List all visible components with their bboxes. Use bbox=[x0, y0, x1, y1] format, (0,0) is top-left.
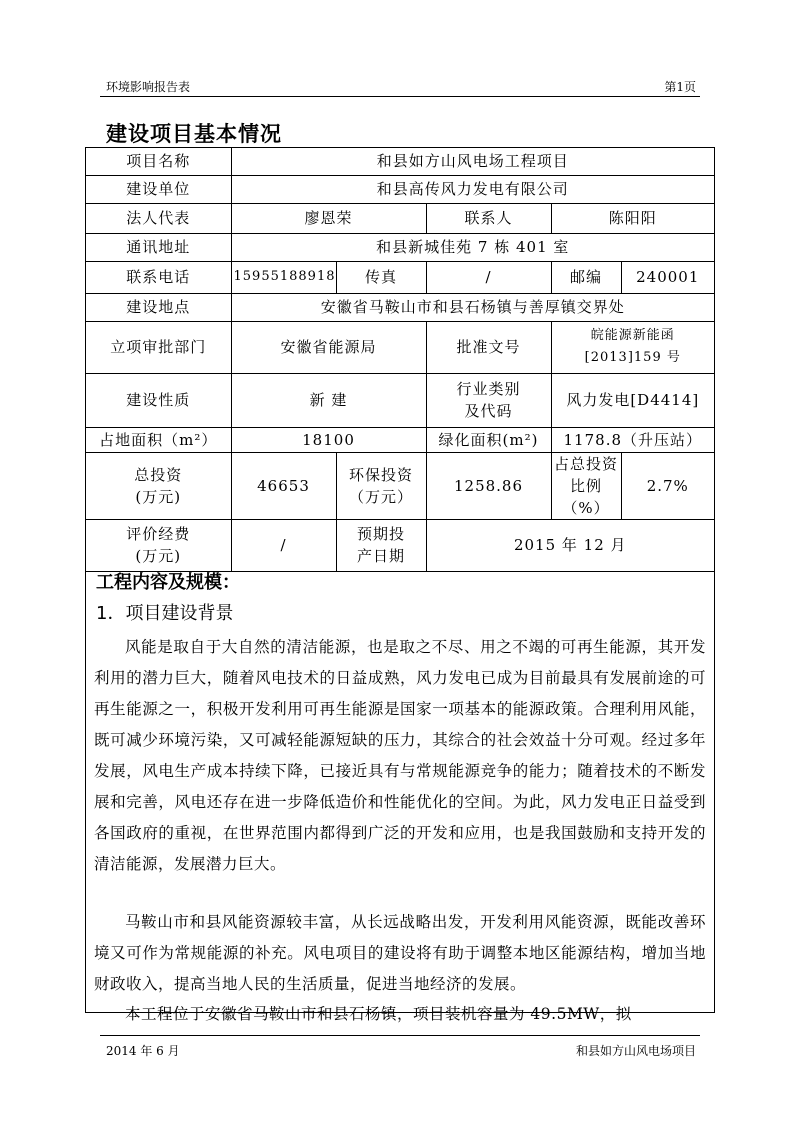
header-page-number: 第1页 bbox=[664, 80, 696, 94]
page-header bbox=[100, 76, 700, 97]
table-row bbox=[86, 321, 714, 373]
industry-label bbox=[426, 373, 551, 427]
ratio-label-line2: 比例（%） bbox=[562, 476, 610, 517]
content-frame bbox=[85, 147, 715, 1023]
approval-no-line2: [2013]159 号 bbox=[584, 350, 681, 365]
paragraph: 本工程位于安徽省马鞍山市和县石杨镇，项目装机容量为 49.5MW，拟 bbox=[125, 1005, 632, 1023]
table-row bbox=[86, 373, 714, 427]
land-area-value: 18100 bbox=[231, 427, 426, 452]
total-invest-label-line1: 总投资 bbox=[134, 465, 183, 484]
env-invest-label-line1: 环保投资 bbox=[348, 465, 413, 484]
table-row bbox=[86, 148, 714, 175]
page-footer bbox=[100, 1035, 700, 1058]
green-area-value: 1178.8（升压站） bbox=[551, 427, 714, 452]
approval-dept-value: 安徽省能源局 bbox=[231, 321, 426, 373]
project-name-value: 和县如方山风电场工程项目 bbox=[231, 148, 714, 175]
contact-label: 联系人 bbox=[426, 203, 551, 233]
site-label: 建设地点 bbox=[86, 293, 231, 321]
site-value: 安徽省马鞍山市和县石杨镇与善厚镇交界处 bbox=[231, 293, 714, 321]
land-area-label: 占地面积（m²） bbox=[86, 427, 231, 452]
total-invest-value: 46653 bbox=[231, 452, 336, 519]
industry-label-line1: 行业类别 bbox=[456, 380, 521, 398]
approval-no-label: 批准文号 bbox=[426, 321, 551, 373]
postcode-label: 邮编 bbox=[551, 261, 621, 293]
total-invest-label-line2: (万元) bbox=[135, 487, 182, 506]
industry-label-line2: 及代码 bbox=[464, 402, 513, 420]
expected-date-value: 2015 年 12 月 bbox=[426, 519, 714, 571]
approval-no-line1: 皖能源新能函 bbox=[590, 328, 675, 343]
env-invest-value: 1258.86 bbox=[426, 452, 551, 519]
total-invest-label bbox=[86, 452, 231, 519]
address-value: 和县新城佳苑 7 栋 401 室 bbox=[231, 233, 714, 261]
header-doc-type: 环境影响报告表 bbox=[106, 80, 191, 94]
table-row bbox=[86, 452, 714, 519]
table-row bbox=[86, 293, 714, 321]
section-heading: 工程内容及规模： bbox=[96, 572, 240, 593]
table-row bbox=[86, 203, 714, 233]
ratio-value: 2.7% bbox=[621, 452, 714, 519]
legal-rep-value: 廖恩荣 bbox=[231, 203, 426, 233]
eval-fee-label-line2: (万元) bbox=[135, 547, 182, 565]
approval-no-value bbox=[551, 321, 714, 373]
phone-label: 联系电话 bbox=[86, 261, 231, 293]
env-invest-label-line2: （万元） bbox=[348, 487, 413, 506]
ratio-label bbox=[551, 452, 621, 519]
project-name-label: 项目名称 bbox=[86, 148, 231, 175]
footer-date: 2014 年 6 月 bbox=[106, 1044, 180, 1058]
fax-label: 传真 bbox=[336, 261, 426, 293]
address-label: 通讯地址 bbox=[86, 233, 231, 261]
legal-rep-label: 法人代表 bbox=[86, 203, 231, 233]
eval-fee-label bbox=[86, 519, 231, 571]
postcode-value: 240001 bbox=[621, 261, 714, 293]
table-row bbox=[86, 427, 714, 452]
eval-fee-label-line1: 评价经费 bbox=[126, 525, 191, 543]
table-row bbox=[86, 261, 714, 293]
phone-value: 15955188918 bbox=[231, 261, 336, 293]
approval-dept-label: 立项审批部门 bbox=[86, 321, 231, 373]
nature-value: 新 建 bbox=[231, 373, 426, 427]
ratio-label-line1: 占总投资 bbox=[553, 454, 618, 473]
table-row bbox=[86, 175, 714, 203]
green-area-label: 绿化面积(m²) bbox=[426, 427, 551, 452]
builder-value: 和县高传风力发电有限公司 bbox=[231, 175, 714, 203]
table-row bbox=[86, 519, 714, 571]
builder-label: 建设单位 bbox=[86, 175, 231, 203]
contact-value: 陈阳阳 bbox=[551, 203, 714, 233]
expected-date-label-line1: 预期投 bbox=[356, 525, 405, 543]
expected-date-label bbox=[336, 519, 426, 571]
paragraph: 马鞍山市和县风能资源较丰富，从长远战略出发，开发利用风能资源，既能改善环境又可作为常规能源的补充。风电项目的建设将有助于调整本地区能源结构，增加当地财政收入，提高当地人民的生活质量，促进当地经济的发展。 bbox=[94, 913, 706, 993]
page-title: 建设项目基本情况 bbox=[106, 122, 282, 146]
nature-label: 建设性质 bbox=[86, 373, 231, 427]
paragraph: 风能是取自于大自然的清洁能源，也是取之不尽、用之不竭的可再生能源，其开发利用的潜力巨大，随着风电技术的日益成熟，风力发电已成为目前最具有发展前途的可再生能源之一，积极开发利用可再生能源是国家一项基本的能源政策。合理利用风能，既可减少环境污染，又可减轻能源短缺的压力，其综合的社会效益十分可观。经过多年发展，风电生产成本持续下降，已接近具有与常规能源竞争的能力；随着技术的不断发展和完善，风电还存在进一步降低造价和性能优化的空间。为此，风力发电正日益受到各国政府的重视，在世界范围内都得到广泛的开发和应用，也是我国鼓励和支持开发的清洁能源，发展潜力巨大。 bbox=[94, 638, 706, 873]
industry-value: 风力发电[D4414] bbox=[551, 373, 714, 427]
fax-value: / bbox=[426, 261, 551, 293]
basic-info-table bbox=[86, 148, 714, 572]
table-row bbox=[86, 233, 714, 261]
footer-project: 和县如方山风电场项目 bbox=[575, 1044, 696, 1058]
expected-date-label-line2: 产日期 bbox=[356, 547, 405, 565]
eval-fee-value: / bbox=[231, 519, 336, 571]
env-invest-label bbox=[336, 452, 426, 519]
subsection-heading: 1．项目建设背景 bbox=[96, 603, 234, 624]
